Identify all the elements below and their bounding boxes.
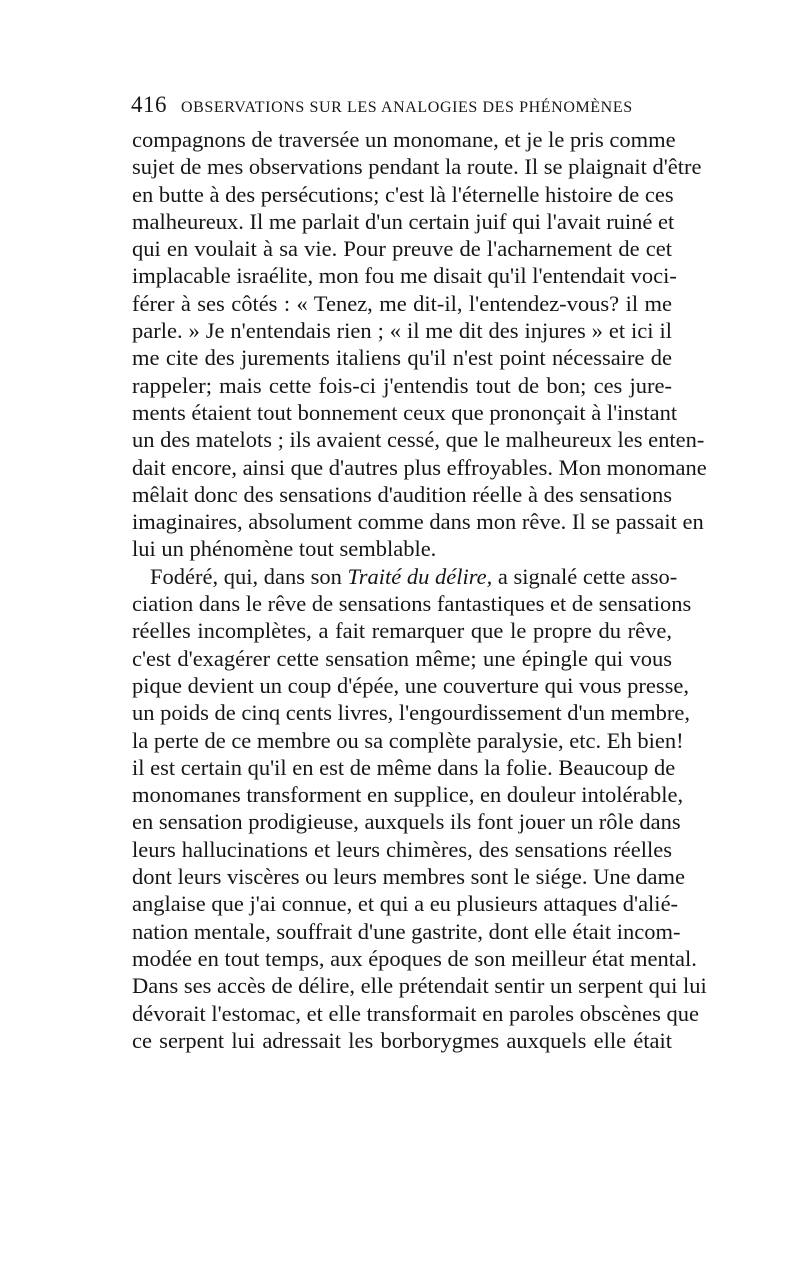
page-number: 416 xyxy=(131,92,167,117)
text-line: qui en voulait à sa vie. Pour preuve de l'acharnement de cet xyxy=(132,236,672,262)
text-line: modée en tout temps, aux époques de son meilleur état mental. xyxy=(132,945,697,971)
body-text xyxy=(132,126,707,1054)
text-line: nation mentale, souffrait d'une gastrite, dont elle était incom- xyxy=(132,918,681,944)
text-line: ce serpent lui adressait les borborygmes auxquels elle était xyxy=(132,1027,672,1053)
text-line: un poids de cinq cents livres, l'engourdissement d'un membre, xyxy=(132,700,690,726)
text-line: mêlait donc des sensations d'audition réelle à des sensations xyxy=(132,481,672,507)
running-title: OBSERVATIONS SUR LES ANALOGIES DES PHÉNOMÈNES xyxy=(181,99,633,116)
text-line: leurs hallucinations et leurs chimères, des sensations réelles xyxy=(132,836,672,862)
text-line: c'est d'exagérer cette sensation même; une épingle qui vous xyxy=(132,645,672,671)
text-line: rappeler; mais cette fois-ci j'entendis tout de bon; ces jure- xyxy=(132,372,672,398)
text-line: imaginaires, absolument comme dans mon rêve. Il se passait en xyxy=(132,509,704,535)
text-line: il est certain qu'il en est de même dans la folie. Beaucoup de xyxy=(132,754,676,780)
text-segment: Fodéré, qui, dans son xyxy=(150,563,342,589)
text-line: ciation dans le rêve de sensations fantastiques et de sensations xyxy=(132,591,692,617)
text-line: implacable israélite, mon fou me disait qu'il l'entendait voci- xyxy=(132,263,677,289)
text-line: pique devient un coup d'épée, une couverture qui vous presse, xyxy=(132,672,690,698)
text-line: en sensation prodigieuse, auxquels ils font jouer un rôle dans xyxy=(132,809,681,835)
paragraph-first-line xyxy=(132,563,678,590)
text-line: lui un phénomène tout semblable. xyxy=(132,536,437,562)
text-line: monomanes transforment en supplice, en douleur intolérable, xyxy=(132,782,684,808)
text-line: réelles incomplètes, a fait remarquer que le propre du rêve, xyxy=(132,618,672,644)
text-line: Dans ses accès de délire, elle prétendait sentir un serpent qui lui xyxy=(132,973,707,999)
text-line: anglaise que j'ai connue, et qui a eu plusieurs attaques d'alié- xyxy=(132,891,679,917)
text-line: en butte à des persécutions; c'est là l'éternelle histoire de ces xyxy=(132,181,674,207)
text-line: parle. » Je n'entendais rien ; « il me dit des injures » et ici il xyxy=(132,318,672,344)
text-line: malheureux. Il me parlait d'un certain juif qui l'avait ruiné et xyxy=(132,208,675,234)
text-line: me cite des jurements italiens qu'il n'est point nécessaire de xyxy=(132,345,672,371)
text-line: compagnons de traversée un monomane, et je le pris comme xyxy=(132,127,676,152)
text-segment: a signalé cette asso- xyxy=(497,563,678,589)
running-head xyxy=(131,92,671,118)
text-line: sujet de mes observations pendant la route. Il se plaignait d'être xyxy=(132,154,702,180)
text-line: férer à ses côtés : « Tenez, me dit-il, l'entendez-vous? il me xyxy=(132,290,672,316)
text-line: la perte de ce membre ou sa complète paralysie, etc. Eh bien! xyxy=(132,727,684,753)
text-line: dévorait l'estomac, et elle transformait en paroles obscènes que xyxy=(132,1000,699,1026)
text-line: ments étaient tout bonnement ceux que prononçait à l'instant xyxy=(132,399,678,425)
text-line: un des matelots ; ils avaient cessé, que le malheureux les enten- xyxy=(132,427,705,453)
text-line: dait encore, ainsi que d'autres plus effroyables. Mon monomane xyxy=(132,454,707,480)
text-line: dont leurs viscères ou leurs membres sont le siége. Une dame xyxy=(132,864,685,890)
book-title-italic: Traité du délire, xyxy=(347,563,493,589)
